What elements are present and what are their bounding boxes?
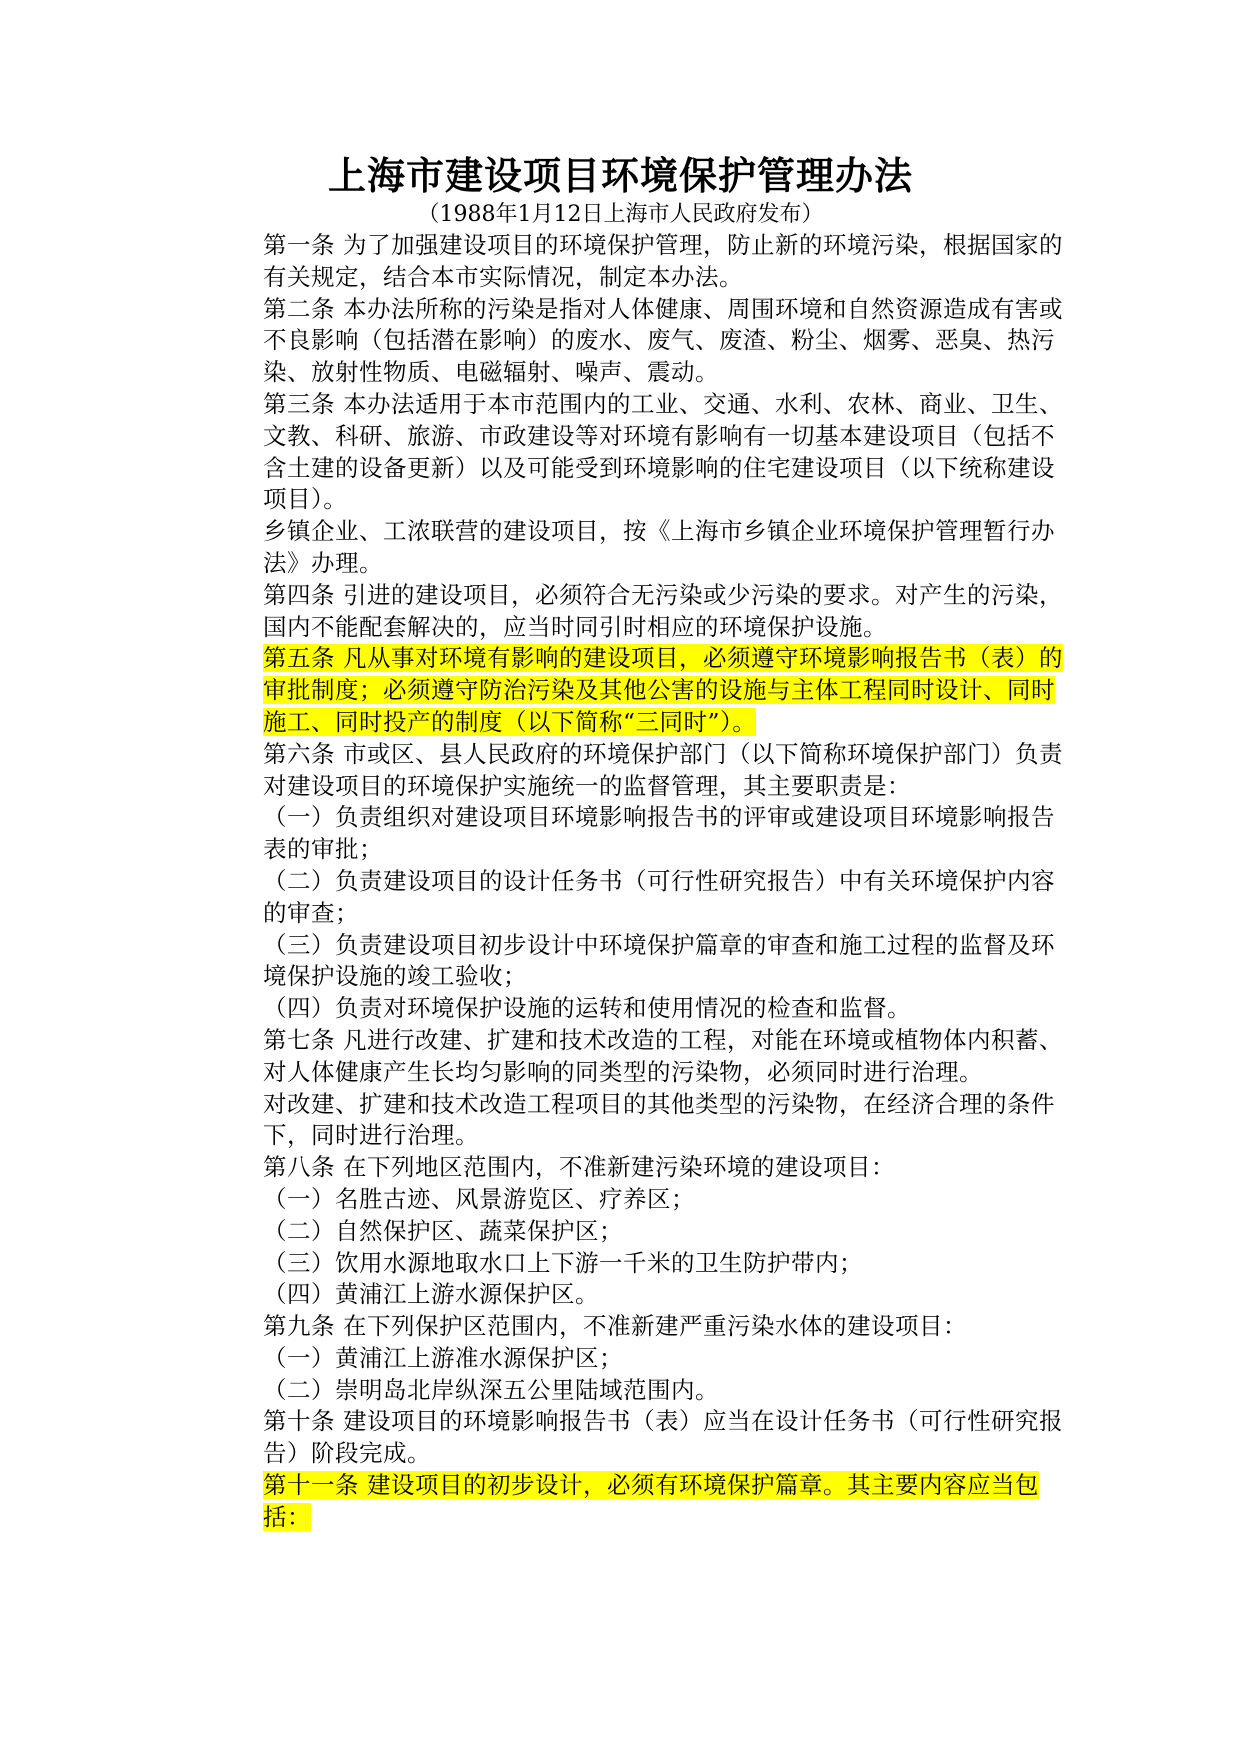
paragraph-article-10	[263, 1406, 1063, 1470]
paragraph-article-3-supplement	[263, 516, 1063, 580]
paragraph-article-8-item-3	[263, 1248, 1063, 1280]
paragraph-article-8	[263, 1152, 1063, 1184]
paragraph-text: 第八条 在下列地区范围内，不准新建污染环境的建设项目：	[263, 1153, 895, 1182]
paragraph-text: 第一条 为了加强建设项目的环境保护管理，防止新的环境污染，根据国家的有关规定，结合本市实际情况，制定本办法。	[263, 231, 1063, 291]
paragraph-article-6-item-1	[263, 802, 1063, 866]
paragraph-article-9-item-1	[263, 1343, 1063, 1375]
paragraph-article-9-item-2	[263, 1375, 1063, 1407]
paragraph-text: 第二条 本办法所称的污染是指对人体健康、周围环境和自然资源造成有害或不良影响（包括潜在影响）的废水、废气、废渣、粉尘、烟雾、恶臭、热污染、放射性物质、电磁辐射、噪声、震动。	[263, 294, 1063, 387]
highlighted-text: 第十一条 建设项目的初步设计，必须有环境保护篇章。其主要内容应当包括：	[263, 1471, 1039, 1531]
paragraph-article-5-highlighted	[263, 643, 1063, 738]
paragraph-article-4	[263, 580, 1063, 644]
paragraph-text: （三）饮用水源地取水口上下游一千米的卫生防护带内；	[263, 1248, 863, 1277]
paragraph-text: （三）负责建设项目初步设计中环境保护篇章的审查和施工过程的监督及环境保护设施的竣工验收；	[263, 930, 1055, 991]
paragraph-text: （二）崇明岛北岸纵深五公里陆域范围内。	[263, 1375, 719, 1404]
highlighted-text: 第五条 凡从事对环境有影响的建设项目，必须遵守环境影响报告书（表）的审批制度；必须遵守防治污染及其他公害的设施与主体工程同时设计、同时施工、同时投产的制度（以下简称“三同时”）。	[263, 644, 1063, 736]
paragraph-article-1	[263, 230, 1063, 294]
paragraph-text: 第六条 市或区、县人民政府的环境保护部门（以下简称环境保护部门）负责对建设项目的环境保护实施统一的监督管理，其主要职责是：	[263, 739, 1063, 800]
paragraph-article-8-item-1	[263, 1184, 1063, 1216]
paragraph-text: （一）名胜古迹、风景游览区、疗养区；	[263, 1184, 695, 1213]
paragraph-text: （一）负责组织对建设项目环境影响报告书的评审或建设项目环境影响报告表的审批；	[263, 803, 1055, 864]
paragraph-article-7-supplement	[263, 1089, 1063, 1153]
paragraph-article-11-highlighted	[263, 1470, 1063, 1534]
paragraph-text: 第七条 凡进行改建、扩建和技术改造的工程，对能在环境或植物体内积蓄、对人体健康产生长均匀影响的同类型的污染物，必须同时进行治理。	[263, 1025, 1063, 1086]
paragraph-article-8-item-4	[263, 1279, 1063, 1311]
paragraph-article-7	[263, 1025, 1063, 1089]
paragraph-text: （四）黄浦江上游水源保护区。	[263, 1280, 599, 1309]
paragraph-text: （四）负责对环境保护设施的运转和使用情况的检查和监督。	[263, 994, 911, 1023]
paragraph-text: （二）自然保护区、蔬菜保护区；	[263, 1216, 623, 1245]
paragraph-article-3	[263, 389, 1063, 516]
paragraph-text: 乡镇企业、工浓联营的建设项目，按《上海市乡镇企业环境保护管理暂行办法》办理。	[263, 517, 1055, 577]
paragraph-article-2	[263, 294, 1063, 389]
document-body	[263, 230, 1063, 1534]
paragraph-text: （一）黄浦江上游准水源保护区；	[263, 1343, 623, 1372]
document-title: 上海市建设项目环境保护管理办法	[327, 154, 913, 198]
paragraph-article-6	[263, 739, 1063, 803]
paragraph-text: 对改建、扩建和技术改造工程项目的其他类型的污染物，在经济合理的条件下，同时进行治理。	[263, 1089, 1055, 1150]
paragraph-article-6-item-4	[263, 993, 1063, 1025]
paragraph-article-9	[263, 1311, 1063, 1343]
paragraph-article-8-item-2	[263, 1216, 1063, 1248]
paragraph-text: 第九条 在下列保护区范围内，不准新建严重污染水体的建设项目：	[263, 1312, 967, 1341]
paragraph-article-6-item-2	[263, 866, 1063, 930]
paragraph-text: 第十条 建设项目的环境影响报告书（表）应当在设计任务书（可行性研究报告）阶段完成。	[263, 1407, 1063, 1468]
paragraph-text: 第四条 引进的建设项目，必须符合无污染或少污染的要求。对产生的污染，国内不能配套解决的，应当时同引时相应的环境保护设施。	[263, 580, 1063, 641]
paragraph-text: 第三条 本办法适用于本市范围内的工业、交通、水利、农林、商业、卫生、文教、科研、旅游、市政建设等对环境有影响有一切基本建设项目（包括不含土建的设备更新）以及可能受到环境影响的住宅建设项目（以下统称建设项目）。	[263, 389, 1063, 514]
paragraph-article-6-item-3	[263, 930, 1063, 994]
paragraph-text: （二）负责建设项目的设计任务书（可行性研究报告）中有关环境保护内容的审查；	[263, 866, 1055, 927]
document-subtitle: （1988年1月12日上海市人民政府发布）	[417, 202, 824, 227]
